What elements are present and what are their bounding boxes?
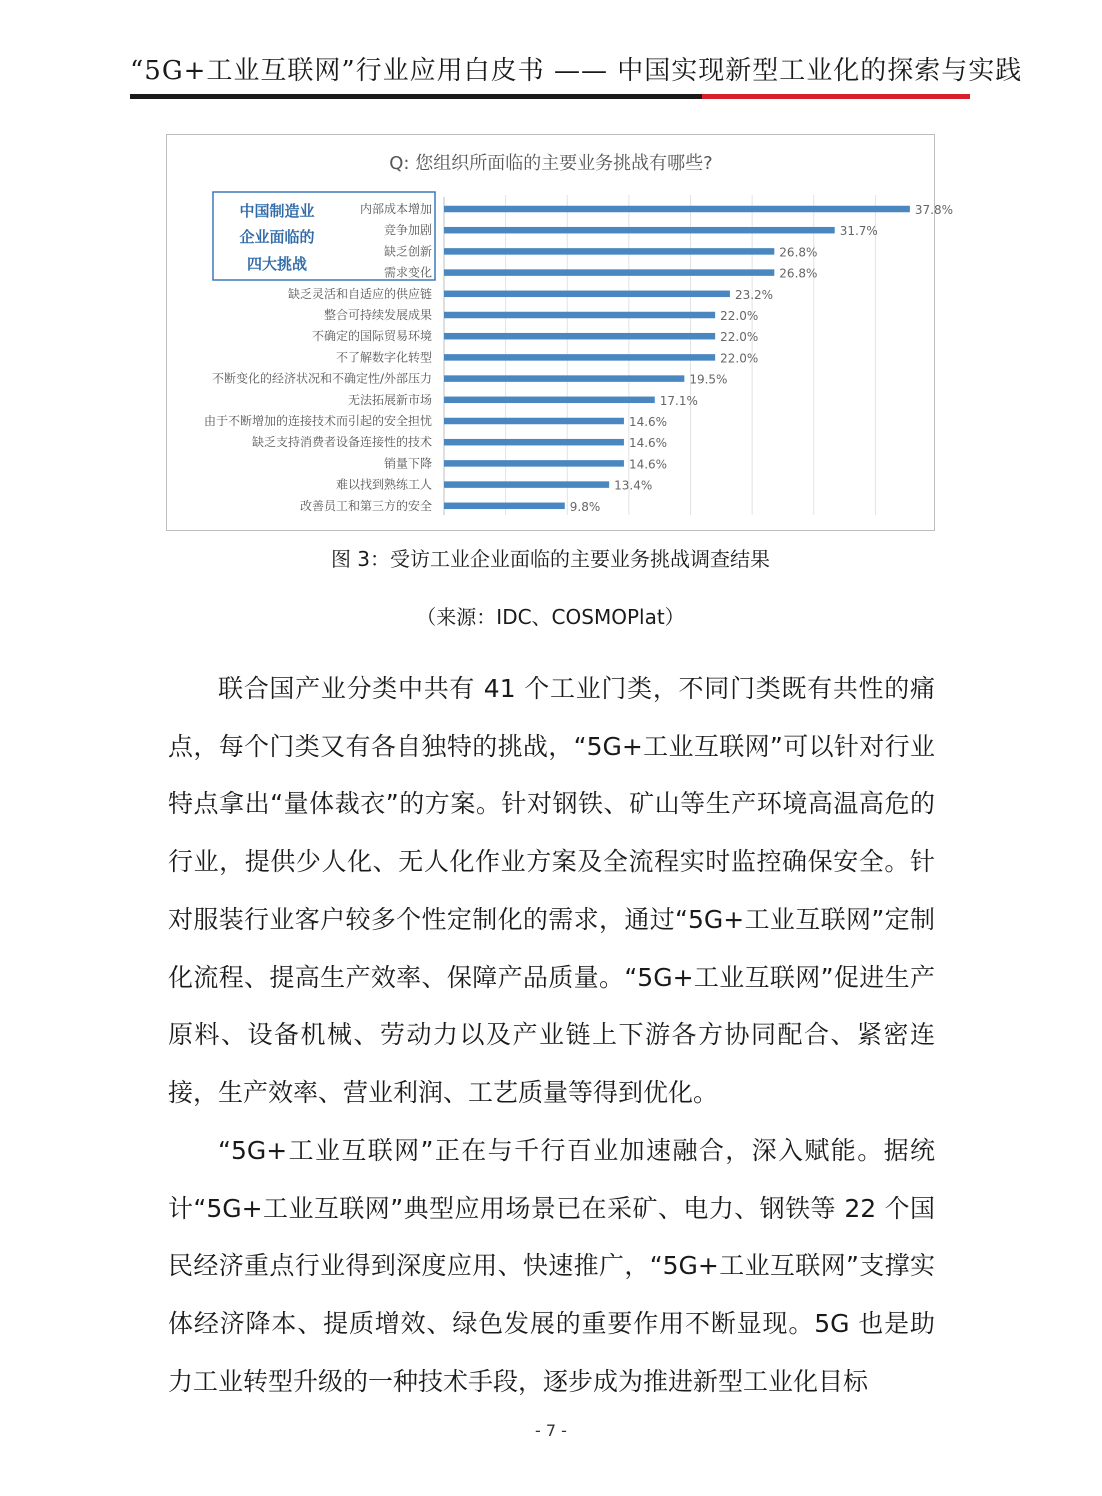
body-paragraph-2: “5G+工业互联网”正在与千行百业加速融合，深入赋能。据统计“5G+工业互联网”典型应用场景已在采矿、电力、钢铁等 22 个国民经济重点行业得到深度应用、快速推广，“5G+工业互联网”支撑实体经济降本、提质增效、绿色发展的重要作用不断显现。5G 也是助力工业转型升级的一种技术手段，逐步成为推进新型工业化目标 xyxy=(168,1136,935,1396)
value-label: 22.0% xyxy=(720,309,759,323)
header-rule-black xyxy=(130,94,702,99)
bar xyxy=(444,312,715,319)
value-label: 37.8% xyxy=(914,203,954,217)
bar xyxy=(444,291,730,298)
value-label: 26.8% xyxy=(779,245,818,260)
category-label: 无法拓展新市场 xyxy=(347,392,432,407)
value-label: 22.0% xyxy=(720,351,759,366)
bar xyxy=(444,375,684,382)
category-label: 不断变化的经济状况和不确定性/外部压力 xyxy=(211,371,432,386)
value-label: 31.7% xyxy=(839,224,878,239)
value-label: 22.0% xyxy=(720,330,759,345)
callout-line-2: 企业面临的 xyxy=(239,228,315,246)
bar xyxy=(444,481,609,488)
value-label: 26.8% xyxy=(779,266,818,281)
bar xyxy=(444,460,624,467)
category-label: 竞争加剧 xyxy=(383,223,432,238)
chart-bars xyxy=(204,201,953,514)
bar-chart xyxy=(167,135,954,532)
page-number: - 7 - xyxy=(535,1421,567,1440)
bar xyxy=(444,206,910,213)
bar xyxy=(444,354,715,361)
value-label: 19.5% xyxy=(689,372,728,387)
category-label: 由于不断增加的连接技术而引起的安全担忧 xyxy=(203,414,432,428)
category-label: 整合可持续发展成果 xyxy=(323,308,432,322)
bar xyxy=(444,503,565,510)
category-label: 内部成本增加 xyxy=(359,202,432,216)
bar xyxy=(444,418,624,425)
body-paragraph-1: 联合国产业分类中共有 41 个工业门类，不同门类既有共性的痛点，每个门类又有各自独特的挑战，“5G+工业互联网”可以针对行业特点拿出“量体裁衣”的方案。针对钢铁、矿山等生产环境高温高危的行业，提供少人化、无人化作业方案及全流程实时监控确保安全。针对服装行业客户较多个性定制化的需求，通过“5G+工业互联网”定制化流程、提高生产效率、保障产品质量。“5G+工业互联网”促进生产原料、设备机械、劳动力以及产业链上下游各方协同配合、紧密连接，生产效率、营业利润、工艺质量等得到优化。 xyxy=(168,674,935,1107)
header-title: “5G+工业互联网”行业应用白皮书 —— 中国实现新型工业化的探索与实践 xyxy=(130,56,1023,86)
value-label: 14.6% xyxy=(628,457,668,472)
category-label: 缺乏创新 xyxy=(383,244,432,259)
category-label: 缺乏支持消费者设备连接性的技术 xyxy=(251,435,432,450)
bar xyxy=(444,439,624,446)
value-label: 13.4% xyxy=(614,478,653,493)
callout-line-1: 中国制造业 xyxy=(239,202,315,220)
bar xyxy=(444,227,835,234)
chart-question: Q: 您组织所面临的主要业务挑战有哪些? xyxy=(389,153,713,174)
value-label: 14.6% xyxy=(628,415,668,429)
category-label: 缺乏灵活和自适应的供应链 xyxy=(287,286,432,301)
category-label: 销量下降 xyxy=(383,456,432,471)
value-label: 23.2% xyxy=(734,287,774,302)
survey-figure xyxy=(166,134,954,531)
value-label: 14.6% xyxy=(628,436,668,451)
figure-caption: 图 3：受访工业企业面临的主要业务挑战调查结果 xyxy=(330,547,771,571)
callout-line-3: 四大挑战 xyxy=(246,255,308,273)
bar xyxy=(444,397,655,404)
value-label: 9.8% xyxy=(569,499,601,514)
category-label: 需求变化 xyxy=(383,265,432,280)
header-rule-red xyxy=(702,94,970,99)
bar xyxy=(444,333,715,340)
category-label: 不了解数字化转型 xyxy=(335,350,432,365)
category-label: 改善员工和第三方的安全 xyxy=(299,498,432,513)
bar xyxy=(444,269,774,276)
figure-source: （来源：IDC、COSMOPlat） xyxy=(416,605,685,629)
value-label: 17.1% xyxy=(659,393,698,408)
category-label: 不确定的国际贸易环境 xyxy=(311,329,432,344)
category-label: 难以找到熟练工人 xyxy=(335,477,432,492)
bar xyxy=(444,248,774,255)
